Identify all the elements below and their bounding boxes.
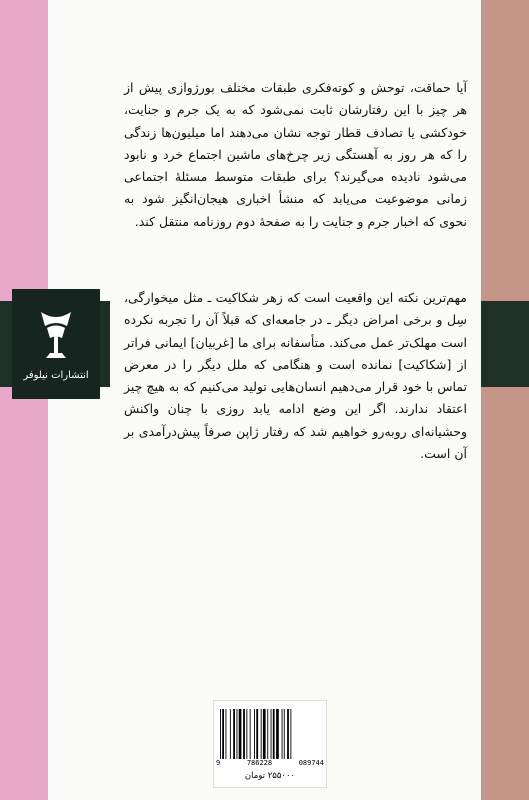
isbn-group-1: 786228 — [246, 759, 273, 767]
isbn-prefix: 9 — [216, 759, 221, 767]
blurb-paragraph-2 — [124, 287, 467, 465]
left-color-strip — [0, 0, 48, 800]
price-label: ۲۵۵۰۰۰ تومان — [244, 771, 296, 781]
paragraph-1-text: آیا حماقت، توحش و کوته‌فکری طبقات مختلف بورژوازی پیش از هر چیز با این رفتارشان ثابت نمی‌شود که به یک جرم و جنایت، خودکشی یا تصادف قطار توجه نشان می‌دهند اما میلیون‌ها زندگی را که هر روز به آهستگی زیر چرخ‌های ماشین اجتماع خرد و نابود می‌شود نادیده می‌گیرند؟ برای طبقات متوسط مسئلهٔ اجتماعی زمانی موضوعیت می‌یابد که منشأ اخباری هیجان‌انگیز شود به نحوی که اخبار جرم و جنایت را به صفحهٔ دوم روزنامه منتقل کند. — [124, 80, 467, 229]
publisher-logo — [12, 289, 100, 399]
blurb-paragraph-1 — [124, 77, 467, 233]
isbn-group-2: 089744 — [298, 759, 324, 767]
publisher-name: انتشارات نیلوفر — [23, 369, 89, 381]
barcode-icon — [220, 709, 320, 759]
right-color-strip — [481, 0, 529, 800]
barcode-label — [213, 700, 327, 788]
isbn-digits — [216, 759, 324, 767]
paragraph-2-text: مهم‌ترین نکته این واقعیت است که زهر شکاکیت ـ مثل میخوارگی، سِل و برخی امراض دیگر ـ در جامعه‌ای که قبلاً آن را تجربه نکرده است مهلک‌تر عمل می‌کند. متأسفانه برای ما [غربیان] ایمانی فراتر از [شکاکیت] نمانده است و هنگامی که ملل دیگر را در معرض تماس با خود قرار می‌دهیم انسان‌هایی تولید می‌کنیم که به هیچ چیز اعتقاد ندارند. اگر این وضع ادامه یابد روزی با چنان واکنش وحشیانه‌ای روبه‌رو خواهیم شد که رفتار ژاپن صرفاً پیش‌درآمدی بر آن است. — [124, 290, 467, 462]
publisher-logo-icon — [37, 308, 75, 362]
